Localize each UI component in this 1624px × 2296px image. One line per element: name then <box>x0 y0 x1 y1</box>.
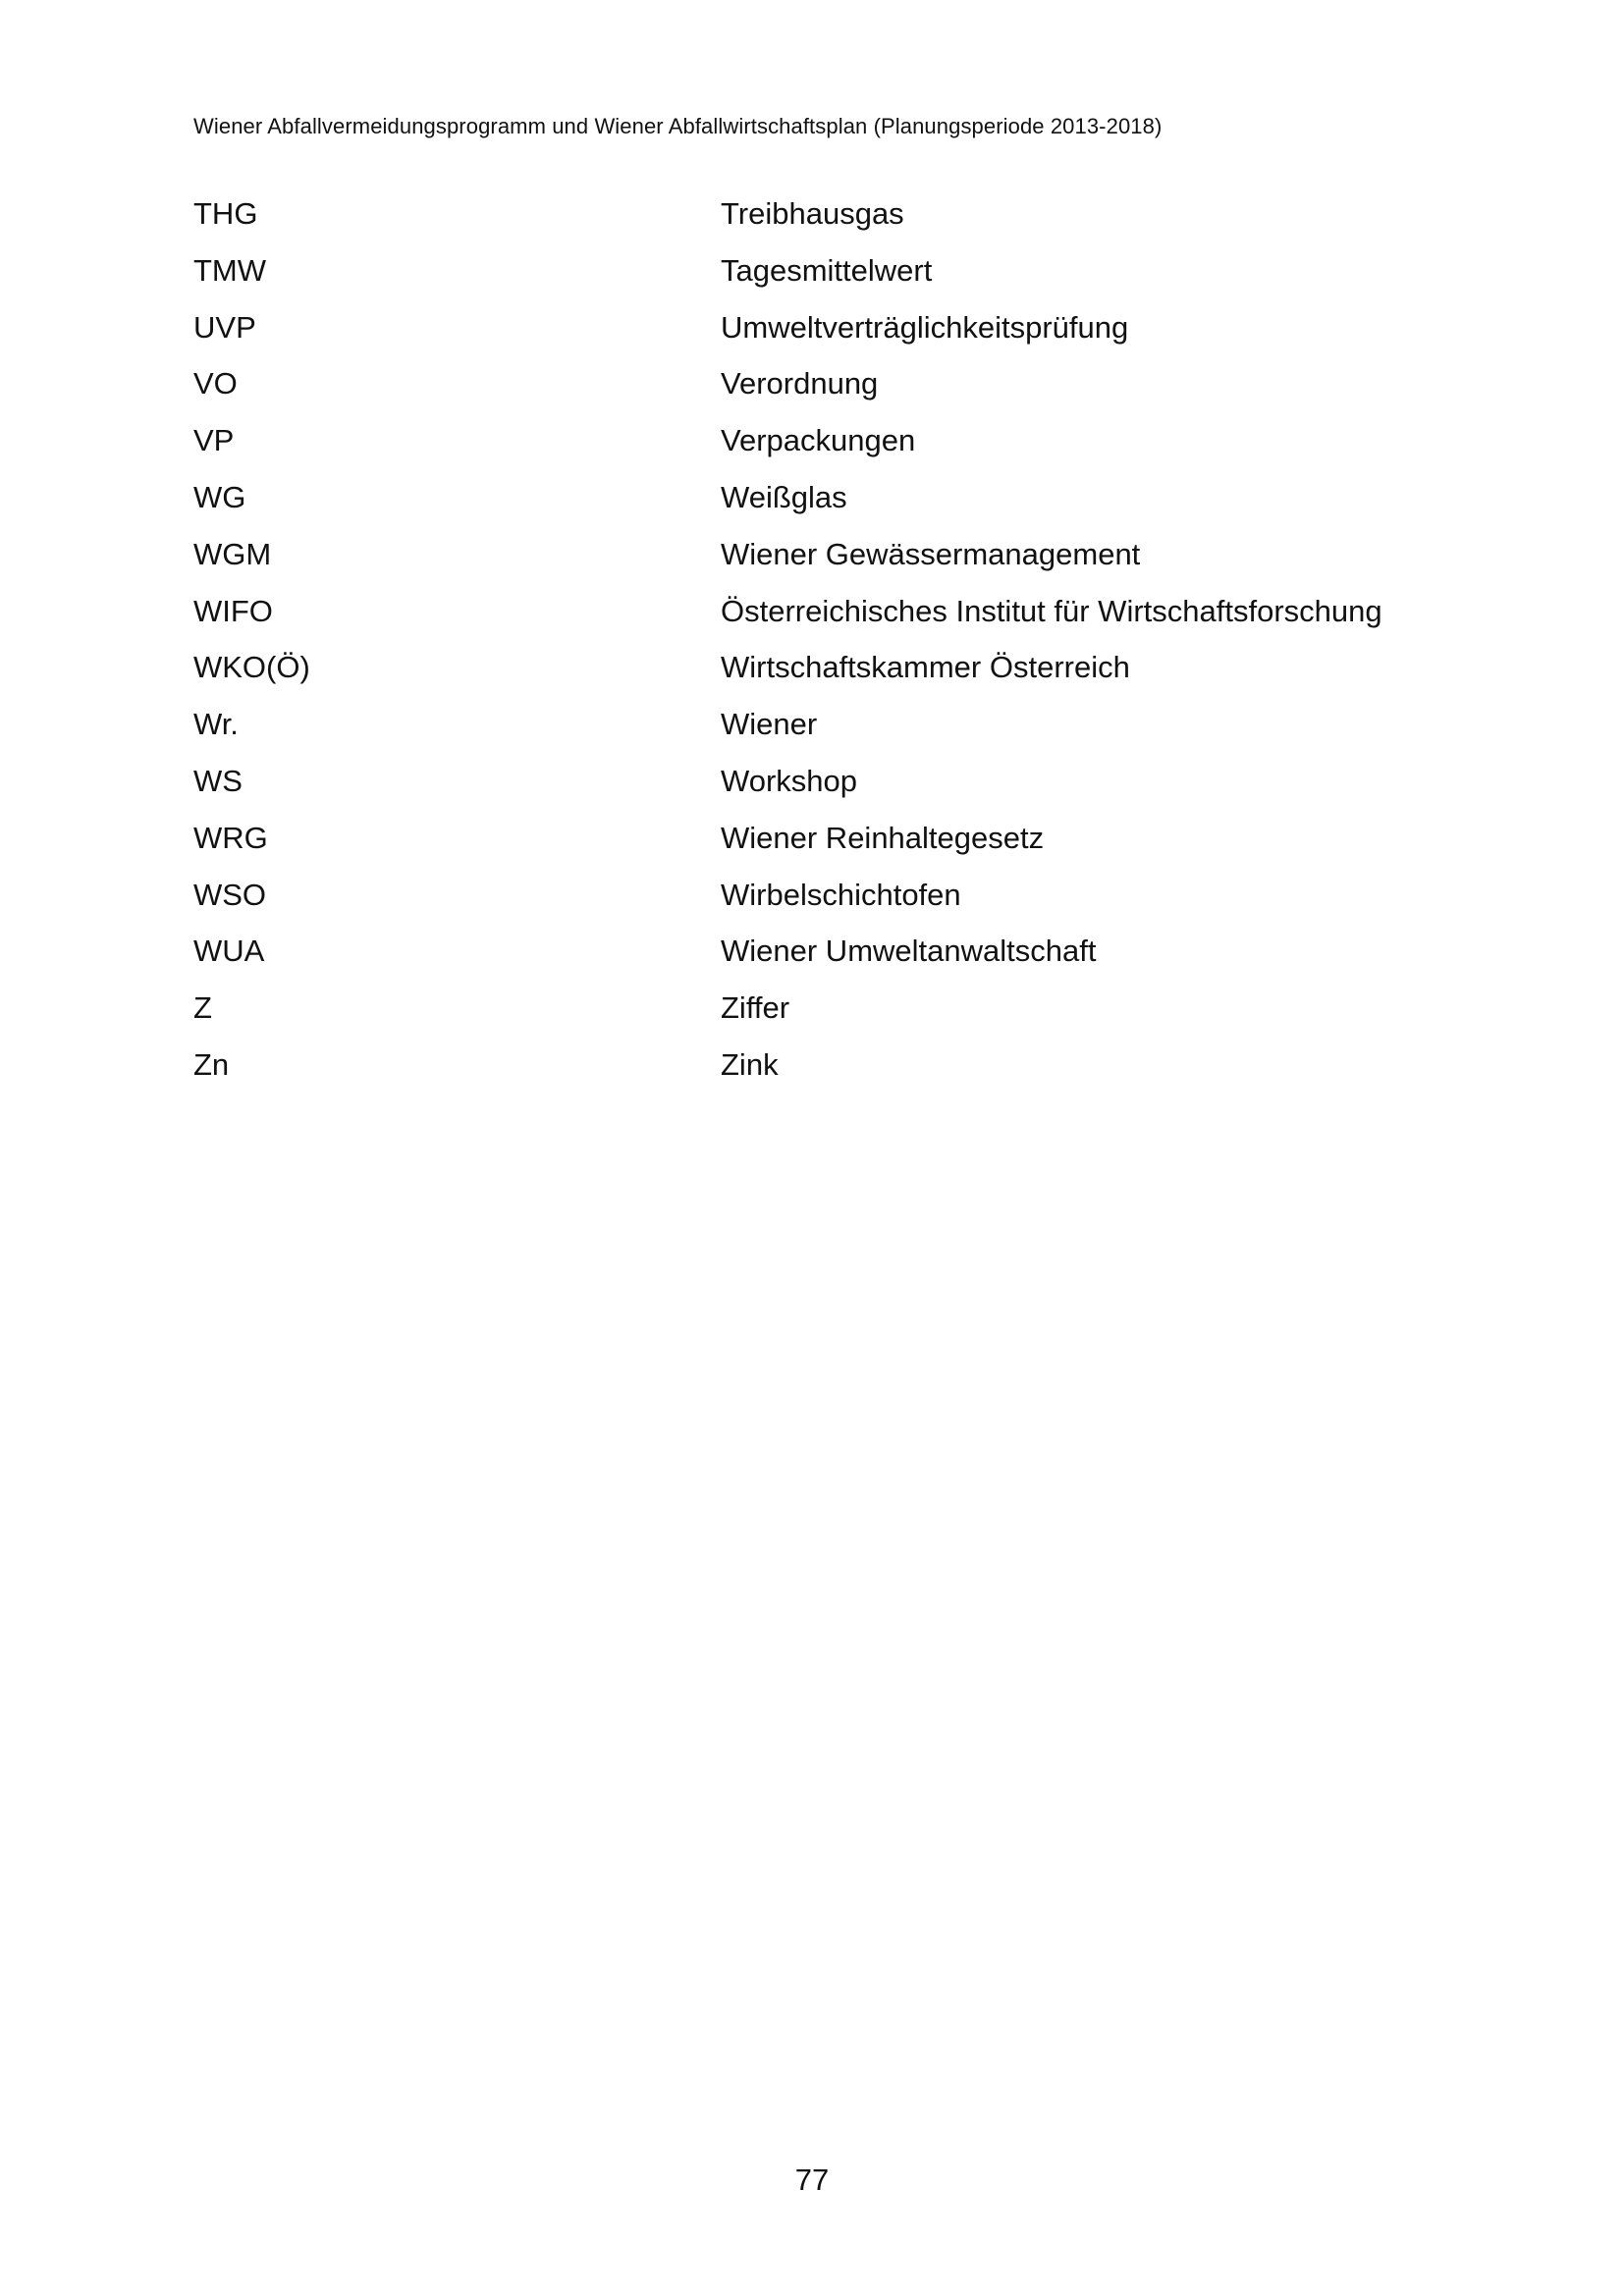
glossary-row <box>193 590 1431 647</box>
definition: Verordnung <box>721 366 879 401</box>
abbreviation: Wr. <box>193 707 239 742</box>
glossary-row <box>193 817 1431 874</box>
definition: Wiener <box>721 707 818 742</box>
abbreviation: THG <box>193 196 258 231</box>
definition: Tagesmittelwert <box>721 252 933 288</box>
glossary-row <box>193 419 1431 476</box>
abbreviation: WKO(Ö) <box>193 650 310 685</box>
abbreviation: WGM <box>193 536 272 571</box>
definition: Wiener Gewässermanagement <box>721 536 1141 571</box>
abbreviation: Z <box>193 990 212 1026</box>
definition: Zink <box>721 1046 779 1082</box>
glossary-row <box>193 362 1431 419</box>
definition: Weißglas <box>721 479 847 514</box>
glossary-row <box>193 646 1431 703</box>
page-number: 77 <box>794 2163 830 2197</box>
glossary-row <box>193 533 1431 590</box>
glossary-row <box>193 476 1431 533</box>
abbreviation-list <box>193 192 1431 1100</box>
glossary-row <box>193 703 1431 760</box>
definition: Wirbelschichtofen <box>721 877 961 912</box>
definition: Umweltverträglichkeitsprüfung <box>721 309 1129 345</box>
definition: Treibhausgas <box>721 196 904 231</box>
abbreviation: WS <box>193 763 243 798</box>
glossary-row <box>193 1043 1431 1100</box>
glossary-row <box>193 987 1431 1043</box>
definition: Workshop <box>721 763 857 798</box>
abbreviation: TMW <box>193 252 267 288</box>
glossary-row <box>193 874 1431 931</box>
abbreviation: VP <box>193 423 235 458</box>
glossary-row <box>193 930 1431 987</box>
glossary-row <box>193 249 1431 306</box>
abbreviation: WIFO <box>193 593 273 628</box>
definition: Wiener Umweltanwaltschaft <box>721 934 1097 969</box>
abbreviation: WUA <box>193 934 265 969</box>
abbreviation: WRG <box>193 820 268 855</box>
definition: Ziffer <box>721 990 790 1026</box>
glossary-row <box>193 760 1431 817</box>
abbreviation: VO <box>193 366 238 401</box>
abbreviation: WG <box>193 479 246 514</box>
definition: Österreichisches Institut für Wirtschaftsforschung <box>721 593 1382 628</box>
definition: Wiener Reinhaltegesetz <box>721 820 1045 855</box>
glossary-row <box>193 306 1431 363</box>
definition: Verpackungen <box>721 423 916 458</box>
abbreviation: WSO <box>193 877 267 912</box>
glossary-row <box>193 192 1431 249</box>
abbreviation: Zn <box>193 1046 230 1082</box>
definition: Wirtschaftskammer Österreich <box>721 650 1130 685</box>
running-header: Wiener Abfallvermeidungsprogramm und Wiener Abfallwirtschaftsplan (Planungsperiode 2013-2018) <box>193 114 1163 138</box>
abbreviation: UVP <box>193 309 256 345</box>
